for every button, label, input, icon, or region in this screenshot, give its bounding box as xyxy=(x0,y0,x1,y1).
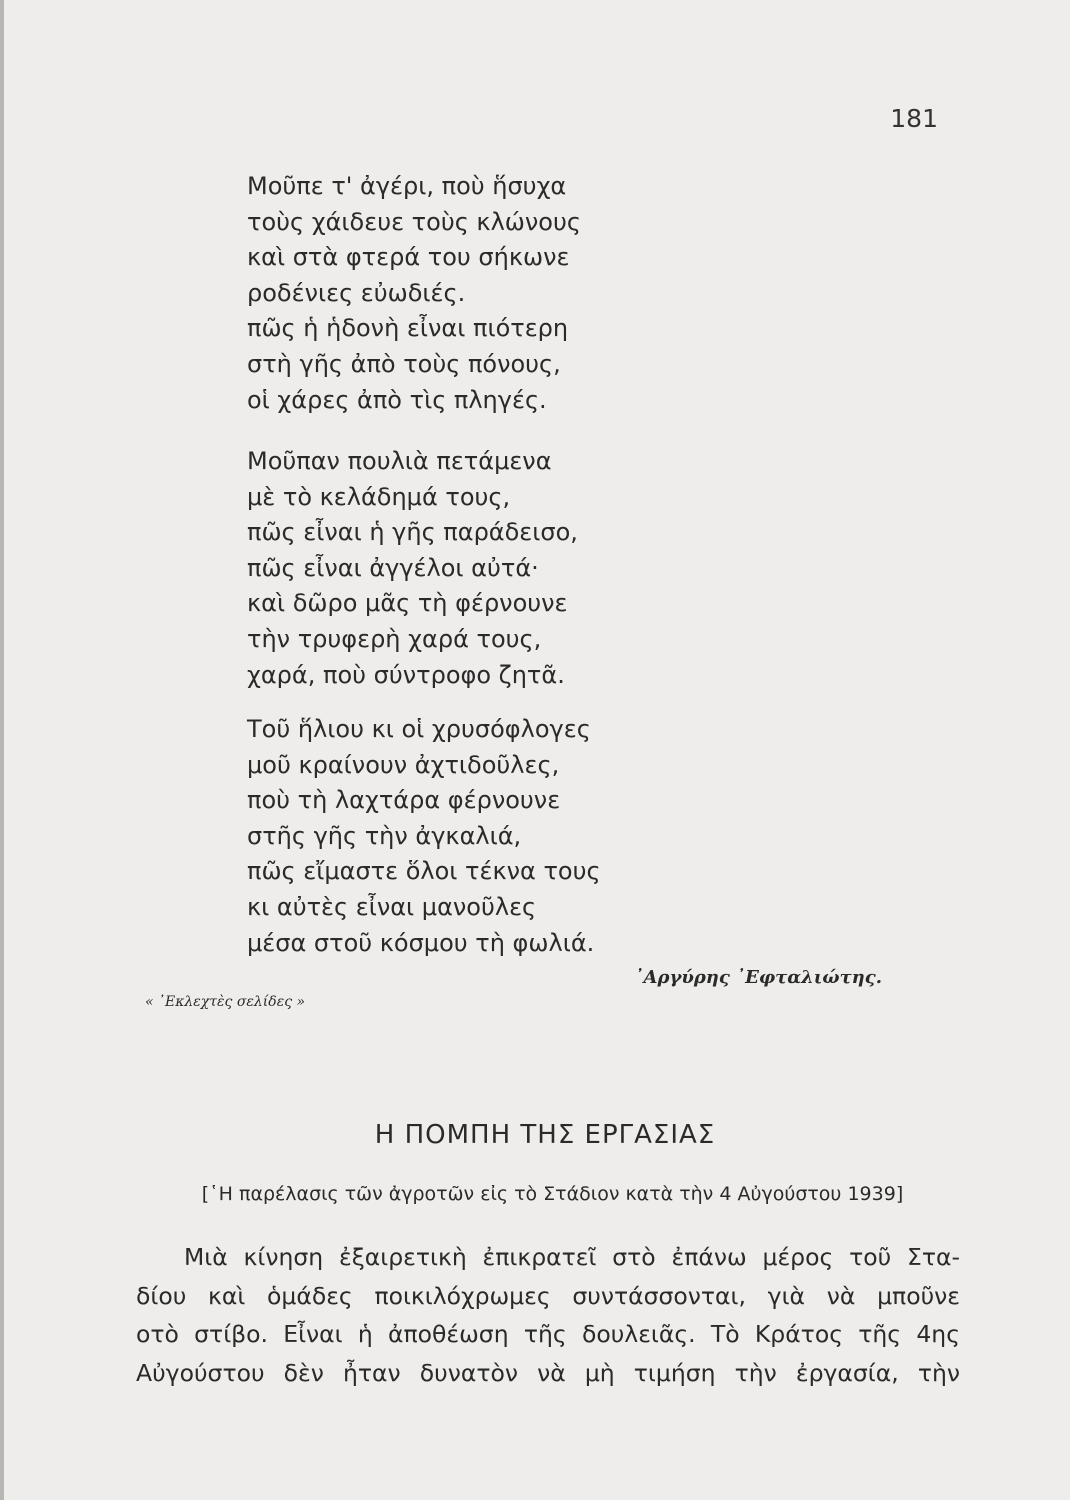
poem-line: Μοῦπαν πουλιὰ πετάμενα xyxy=(247,447,552,475)
poem-line: πῶς ἡ ἡδονὴ εἶναι πιότερη xyxy=(247,314,569,343)
poem-line: πῶς εἶναι ἀγγέλοι αὐτά· xyxy=(247,553,539,582)
body-line: δίου καὶ ὁμάδες ποικιλόχρωμες συντάσσονται, γιὰ νὰ μποῦνε xyxy=(136,1281,960,1310)
poem-line: κι αὐτὲς εἶναι μανοῦλες xyxy=(247,892,537,921)
poem-line: μέσα στοῦ κόσμου τὴ φωλιά. xyxy=(247,928,595,957)
poem-line: πῶς εἶναι ἡ γῆς παράδεισο, xyxy=(247,518,578,547)
poem-line: Τοῦ ἥλιου κι οἱ χρυσόφλογες xyxy=(247,715,591,743)
poem-stanza-3 xyxy=(247,712,601,961)
body-line: Αὐγούστου δὲν ἦταν δυνατὸν νὰ μὴ τιμήση τὴν ἐργασία, τὴν xyxy=(136,1358,960,1387)
poem-source: « ᾿Εκλεχτὲς σελίδες » xyxy=(145,994,306,1010)
page-number: 181 xyxy=(890,104,938,133)
poem-line: καὶ δῶρο μᾶς τὴ φέρνουνε xyxy=(247,589,568,618)
article-body xyxy=(136,1238,960,1392)
poem-line: τὴν τρυφερὴ χαρά τους, xyxy=(247,624,542,653)
poem-line: τοὺς χάιδευε τοὺς κλώνους xyxy=(247,207,581,236)
poem-author-signature: ᾿Αργύρης ᾿Εφταλιώτης. xyxy=(634,967,882,988)
poem-line: μοῦ κραίνουν ἀχτιδοῦλες, xyxy=(247,750,560,779)
article-title: Η ΠΟΜΠΗ ΤΗΣ ΕΡΓΑΣΙΑΣ xyxy=(374,1120,716,1150)
poem-stanza-2 xyxy=(247,444,578,693)
poem-line: στῆς γῆς τὴν ἀγκαλιά, xyxy=(247,821,522,850)
poem-line: ποὺ τὴ λαχτάρα φέρνουνε xyxy=(247,786,561,815)
poem-line: στὴ γῆς ἀπὸ τοὺς πόνους, xyxy=(247,349,561,378)
poem-line: Μοῦπε τ' ἀγέρι, ποὺ ἥσυχα xyxy=(247,172,567,200)
poem-line: μὲ τὸ κελάδημά τους, xyxy=(247,482,511,511)
article-subtitle: [῾Η παρέλασις τῶν ἀγροτῶν εἰς τὸ Στάδιον κατὰ τὴν 4 Αὐγούστου 1939] xyxy=(201,1183,904,1205)
poem-line: ροδένιες εὐωδιές. xyxy=(247,278,466,307)
body-line: οτὸ στίβο. Εἶναι ἡ ἀποθέωση τῆς δουλειᾶς. Τὸ Κράτος τῆς 4ης xyxy=(136,1320,960,1348)
page-edge xyxy=(0,0,4,1500)
poem-stanza-1 xyxy=(247,169,581,418)
poem-line: καὶ στὰ φτερά του σήκωνε xyxy=(247,243,570,272)
poem-line: πῶς εἴμαστε ὅλοι τέκνα τους xyxy=(247,857,601,886)
poem-line: οἱ χάρες ἀπὸ τὶς πληγές. xyxy=(247,385,547,414)
poem-line: χαρά, ποὺ σύντροφο ζητᾶ. xyxy=(247,660,565,689)
body-line: Μιὰ κίνηση ἐξαιρετικὴ ἐπικρατεῖ στὸ ἐπάνω μέρος τοῦ Στα- xyxy=(184,1243,960,1271)
